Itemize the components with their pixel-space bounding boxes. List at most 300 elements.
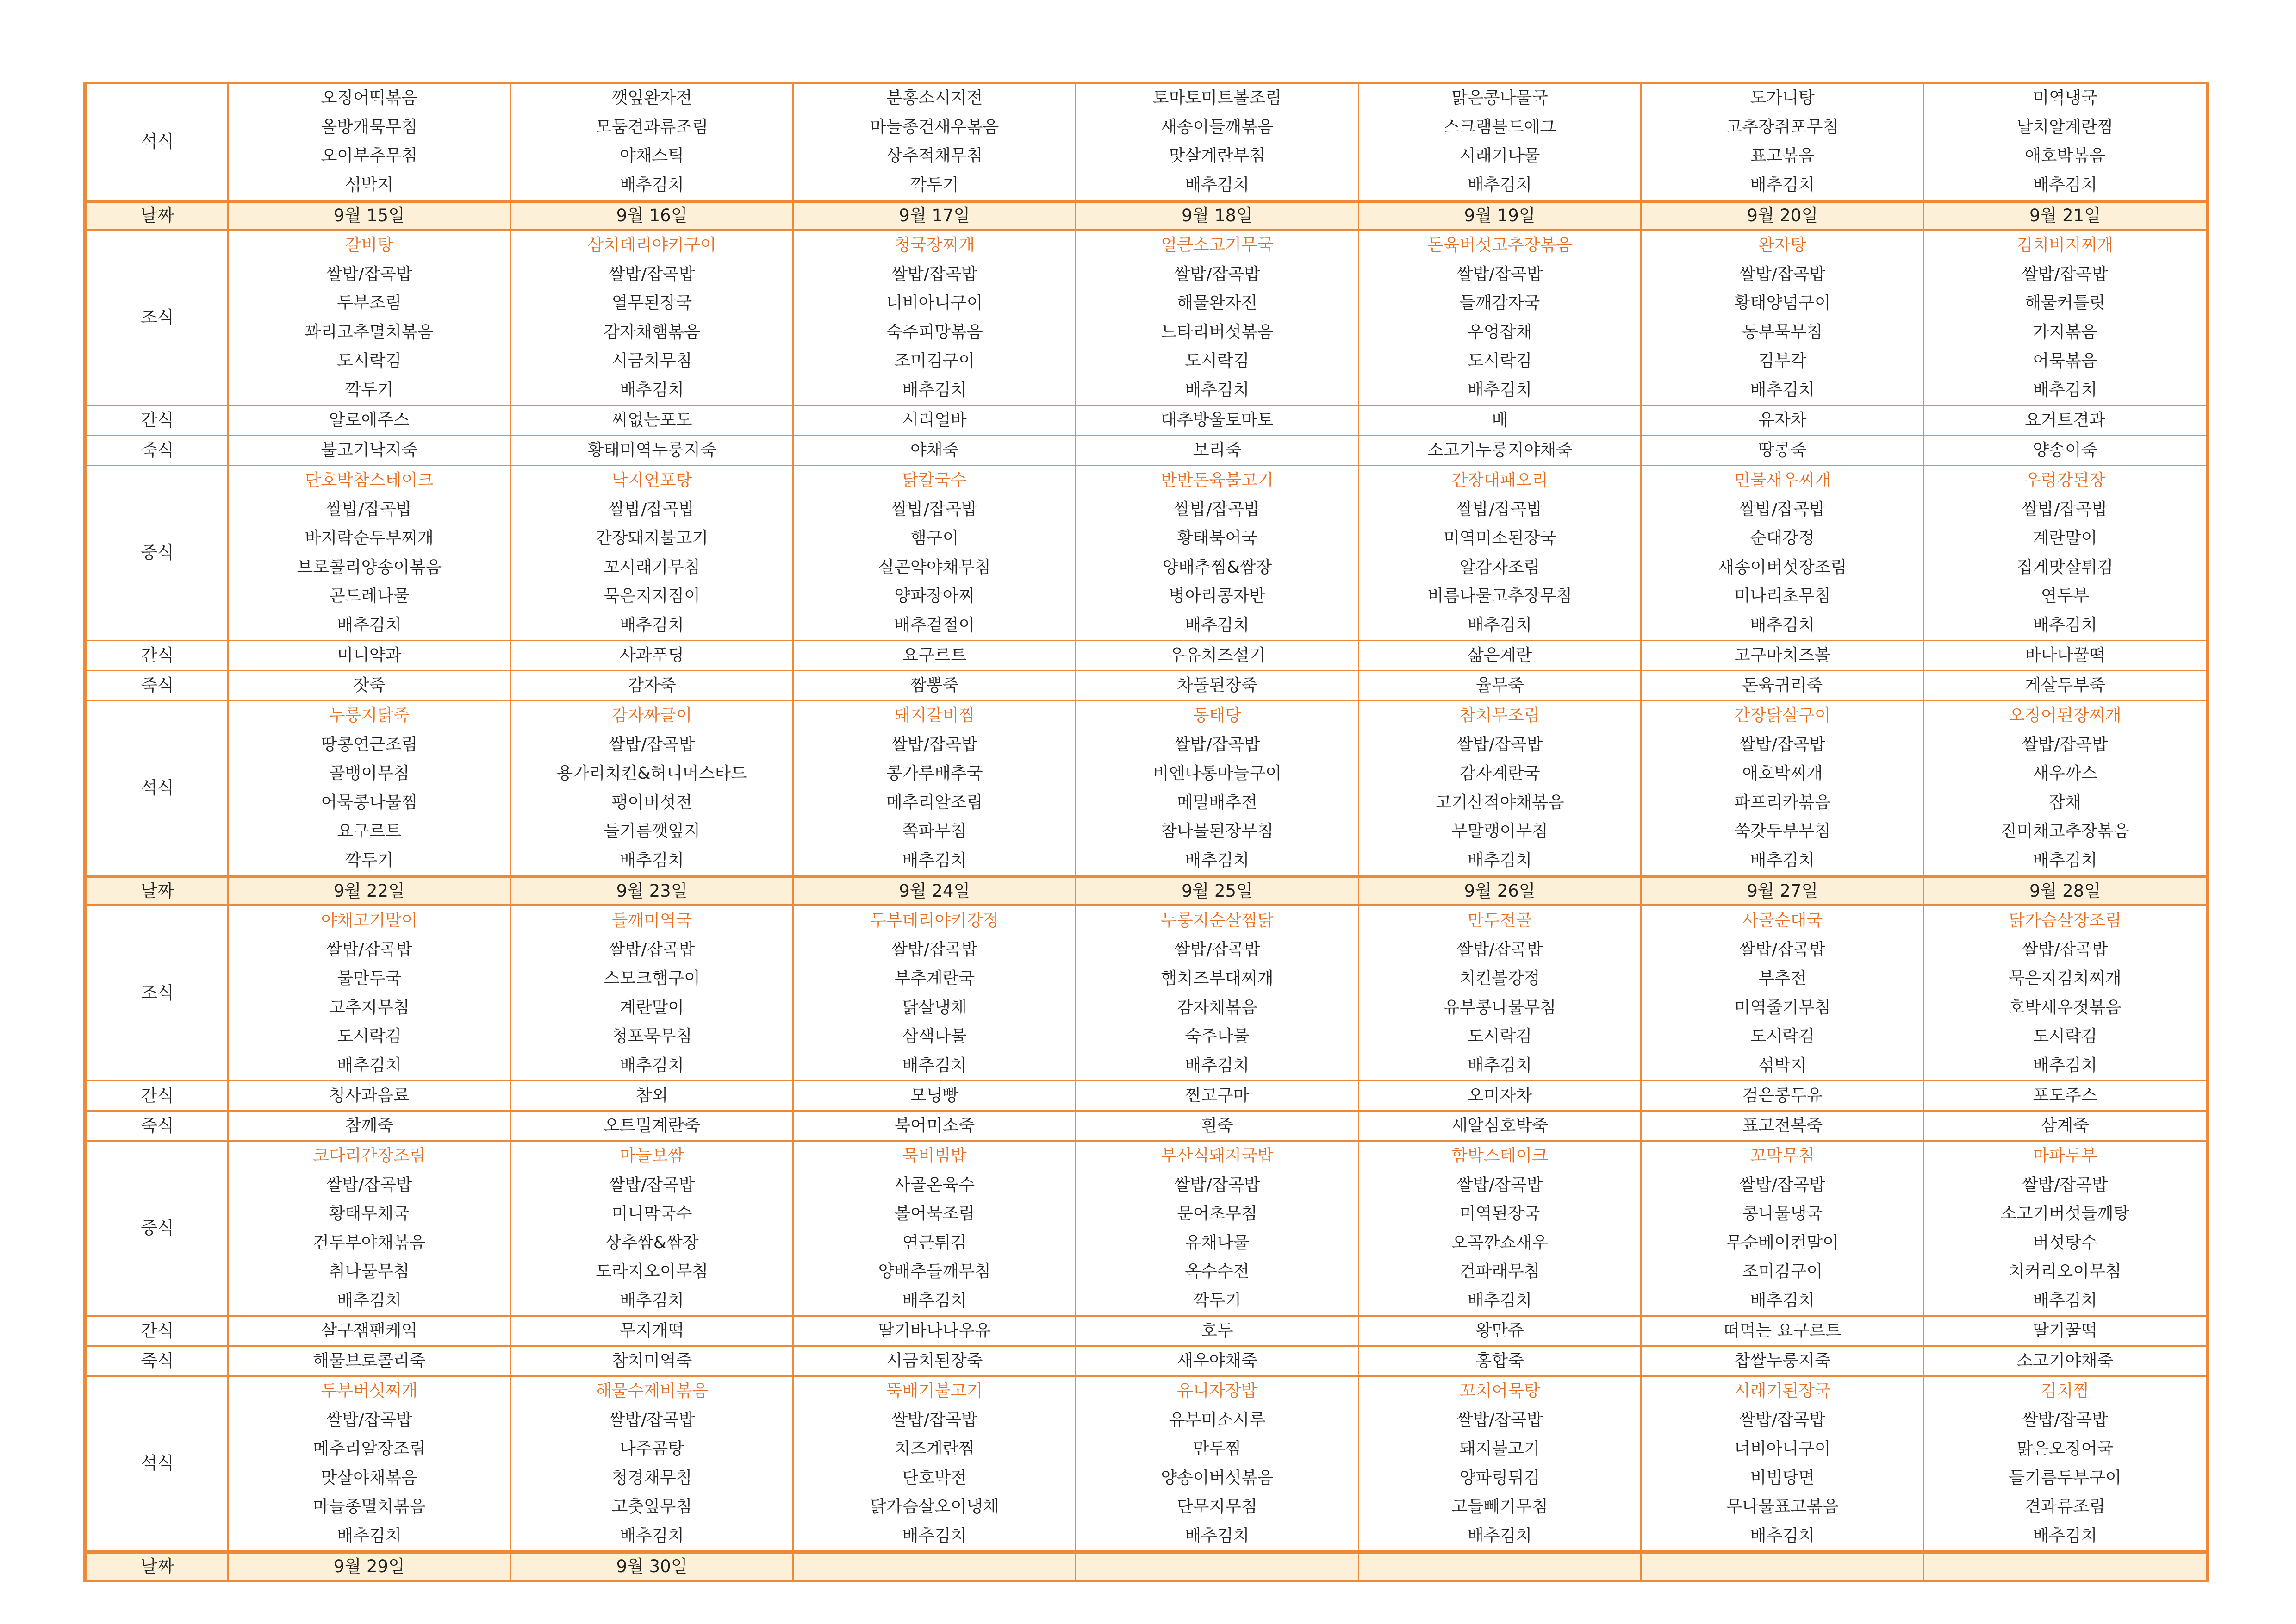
single-item-row <box>87 641 2207 671</box>
menu-cell: 찐고구마 <box>1076 1081 1359 1111</box>
menu-item: 해물완자전 <box>1176 294 1257 312</box>
main-dish: 야채고기말이 <box>321 911 418 930</box>
menu-cell <box>1076 701 1359 877</box>
menu-cell: 삼계죽 <box>1924 1111 2207 1141</box>
main-dish: 우렁강된장 <box>2025 471 2105 490</box>
main-dish: 누룽지순살찜닭 <box>1161 911 1274 930</box>
menu-cell: 새우야채죽 <box>1076 1346 1359 1376</box>
menu-item: 스모크햄구이 <box>604 969 700 988</box>
menu-item: 쌀밥/잡곡밥 <box>1739 264 1826 284</box>
main-dish: 분홍소시지전 <box>886 88 983 107</box>
meal-label: 죽식 <box>87 1346 228 1376</box>
menu-item: 숙주나물 <box>1185 1027 1250 1046</box>
menu-cell <box>228 1376 511 1552</box>
meal-label: 죽식 <box>87 436 228 466</box>
menu-item: 치즈계란찜 <box>894 1439 975 1458</box>
menu-cell <box>793 230 1076 406</box>
menu-item: 배추김치 <box>2033 1526 2097 1545</box>
meal-label: 간식 <box>87 1081 228 1111</box>
menu-item: 쌀밥/잡곡밥 <box>609 264 695 284</box>
menu-item: 배추김치 <box>902 1291 967 1310</box>
date-cell: 9월 16일 <box>510 201 793 230</box>
menu-item: 스크램블드에그 <box>1443 117 1556 137</box>
date-cell <box>793 1552 1076 1581</box>
menu-item: 가지볶음 <box>2033 322 2097 342</box>
menu-item: 견과류조림 <box>2025 1497 2105 1516</box>
menu-item: 고들빼기무침 <box>1451 1497 1548 1516</box>
menu-item: 무말랭이무침 <box>1451 822 1548 841</box>
menu-cell: 모닝빵 <box>793 1081 1076 1111</box>
menu-cell <box>1641 701 1924 877</box>
menu-item: 쌀밥/잡곡밥 <box>609 1410 695 1430</box>
menu-item: 배추김치 <box>337 615 402 635</box>
meal-label: 간식 <box>87 641 228 671</box>
main-dish: 갈비탕 <box>345 236 393 255</box>
main-dish: 삼치데리야키구이 <box>587 236 716 255</box>
menu-item: 황태양념구이 <box>1734 294 1831 312</box>
menu-cell: 소고기누룽지야채죽 <box>1358 436 1641 466</box>
menu-item: 쌀밥/잡곡밥 <box>2022 1410 2108 1430</box>
menu-cell: 유자차 <box>1641 406 1924 436</box>
menu-item: 배추김치 <box>619 615 684 635</box>
menu-item: 부추계란국 <box>894 969 975 988</box>
menu-cell <box>793 83 1076 201</box>
menu-cell: 홍합죽 <box>1358 1346 1641 1376</box>
menu-item: 비빔당면 <box>1750 1468 1815 1487</box>
menu-cell <box>1358 230 1641 406</box>
weekly-menu-sheet <box>86 82 2206 1582</box>
menu-item: 배추김치 <box>1185 380 1250 400</box>
menu-item: 배추김치 <box>1185 175 1250 194</box>
date-cell: 9월 23일 <box>510 877 793 906</box>
menu-item: 조미김구이 <box>894 351 975 370</box>
date-cell: 9월 25일 <box>1076 877 1359 906</box>
menu-cell: 오미자차 <box>1358 1081 1641 1111</box>
menu-cell: 요구르트 <box>793 641 1076 671</box>
meal-label: 석식 <box>87 701 228 877</box>
menu-item: 단무지무침 <box>1176 1497 1257 1516</box>
menu-item: 조미김구이 <box>1742 1262 1823 1281</box>
menu-item: 애호박찌개 <box>1742 764 1823 783</box>
date-cell: 9월 27일 <box>1641 877 1924 906</box>
menu-item: 비름나물고추장무침 <box>1427 587 1573 606</box>
menu-item: 배추김치 <box>2033 615 2097 635</box>
menu-item: 황태북어국 <box>1176 529 1257 548</box>
menu-item: 마늘종건새우볶음 <box>870 117 999 137</box>
menu-item: 오이부추무침 <box>321 146 418 165</box>
menu-item: 배추김치 <box>2033 175 2097 194</box>
menu-item: 배추김치 <box>1750 1526 1815 1545</box>
meal-row <box>87 83 2207 201</box>
menu-item: 애호박볶음 <box>2025 146 2105 165</box>
single-item-row <box>87 671 2207 701</box>
menu-cell <box>1358 83 1641 201</box>
menu-cell <box>1641 466 1924 641</box>
menu-item: 양배추찜&쌈장 <box>1162 557 1272 577</box>
menu-item: 미나리초무침 <box>1734 587 1831 606</box>
menu-cell <box>1076 466 1359 641</box>
menu-item: 실곤약야채무침 <box>878 557 991 577</box>
menu-item: 배추김치 <box>2033 1291 2097 1310</box>
menu-item: 쪽파무침 <box>902 822 967 841</box>
menu-item: 배추김치 <box>2033 850 2097 870</box>
menu-item: 닭가슴살오이냉채 <box>870 1497 999 1516</box>
menu-item: 너비아니구이 <box>1734 1439 1831 1458</box>
menu-item: 햄구이 <box>910 529 959 548</box>
menu-cell <box>1358 701 1641 877</box>
menu-item: 동부묵무침 <box>1742 322 1823 342</box>
menu-item: 배추김치 <box>1468 1291 1532 1310</box>
single-item-row <box>87 436 2207 466</box>
menu-cell <box>1641 230 1924 406</box>
menu-item: 쌀밥/잡곡밥 <box>2022 940 2108 959</box>
menu-item: 깍두기 <box>910 175 959 194</box>
menu-item: 도시락김 <box>1185 351 1250 370</box>
single-item-row <box>87 1346 2207 1376</box>
menu-item: 옥수수전 <box>1185 1262 1250 1281</box>
menu-cell: 감자죽 <box>510 671 793 701</box>
menu-item: 닭살냉채 <box>902 998 967 1017</box>
menu-item: 잡채 <box>2049 793 2081 812</box>
main-dish: 코다리간장조림 <box>313 1146 426 1165</box>
main-dish: 묵비빔밥 <box>902 1146 967 1165</box>
menu-item: 참나물된장무침 <box>1161 822 1274 841</box>
menu-item: 골뱅이무침 <box>329 764 410 783</box>
menu-item: 감자채햄볶음 <box>604 322 700 342</box>
menu-cell <box>1924 906 2207 1081</box>
menu-item: 시래기나물 <box>1459 146 1540 165</box>
meal-label: 간식 <box>87 406 228 436</box>
menu-item: 쌀밥/잡곡밥 <box>326 1410 412 1430</box>
menu-item: 배추김치 <box>2033 1056 2097 1075</box>
menu-cell <box>510 466 793 641</box>
main-dish: 부산식돼지국밥 <box>1161 1146 1274 1165</box>
menu-item: 깍두기 <box>345 850 393 870</box>
menu-item: 연근튀김 <box>902 1233 967 1252</box>
menu-item: 도시락김 <box>1468 1027 1532 1046</box>
menu-item: 배추김치 <box>1750 175 1815 194</box>
menu-item: 쌀밥/잡곡밥 <box>1174 500 1260 519</box>
meal-label: 날짜 <box>87 201 228 230</box>
single-item-row <box>87 1081 2207 1111</box>
meal-label: 중식 <box>87 1141 228 1316</box>
meal-label: 중식 <box>87 466 228 641</box>
menu-item: 쌀밥/잡곡밥 <box>1456 264 1543 284</box>
menu-item: 팽이버섯전 <box>611 793 692 812</box>
date-row <box>87 1552 2207 1581</box>
main-dish: 유니자장밥 <box>1176 1381 1257 1400</box>
date-row <box>87 201 2207 230</box>
menu-item: 무순베이컨말이 <box>1726 1233 1839 1252</box>
menu-cell <box>1641 906 1924 1081</box>
menu-item: 돼지불고기 <box>1459 1439 1540 1458</box>
menu-item: 유채나물 <box>1185 1233 1250 1252</box>
menu-cell: 호두 <box>1076 1316 1359 1346</box>
menu-item: 삼색나물 <box>902 1027 967 1046</box>
menu-item: 도시락김 <box>337 351 402 370</box>
menu-item: 곤드레나물 <box>329 587 410 606</box>
menu-item: 도라지오이무침 <box>595 1262 709 1281</box>
menu-item: 쌀밥/잡곡밥 <box>1739 500 1826 519</box>
menu-item: 쌀밥/잡곡밥 <box>891 500 978 519</box>
menu-cell <box>793 1376 1076 1552</box>
main-dish: 간장대패오리 <box>1451 471 1548 490</box>
meal-label: 날짜 <box>87 1552 228 1581</box>
main-dish: 시래기된장국 <box>1734 1381 1831 1400</box>
menu-item: 배추김치 <box>619 175 684 194</box>
menu-item: 파프리카볶음 <box>1734 793 1831 812</box>
menu-item: 배추김치 <box>2033 380 2097 400</box>
menu-item: 병아리콩자반 <box>1169 587 1266 606</box>
menu-item: 쌀밥/잡곡밥 <box>1739 1175 1826 1194</box>
meal-label: 조식 <box>87 230 228 406</box>
main-dish: 낙지연포탕 <box>611 471 692 490</box>
menu-cell <box>1076 230 1359 406</box>
menu-cell: 요거트견과 <box>1924 406 2207 436</box>
menu-item: 쌀밥/잡곡밥 <box>326 940 412 959</box>
main-dish: 김치비지찌개 <box>2016 236 2114 255</box>
menu-cell: 양송이죽 <box>1924 436 2207 466</box>
single-item-row <box>87 1316 2207 1346</box>
menu-item: 날치알계란찜 <box>2016 117 2114 137</box>
menu-cell <box>228 83 511 201</box>
main-dish: 마파두부 <box>2033 1146 2097 1165</box>
menu-item: 용가리치킨&허니머스타드 <box>557 764 747 783</box>
menu-cell <box>228 466 511 641</box>
main-dish: 돼지갈비찜 <box>894 706 975 725</box>
menu-item: 쌀밥/잡곡밥 <box>326 1175 412 1194</box>
main-dish: 동태탕 <box>1193 706 1242 725</box>
meal-row <box>87 466 2207 641</box>
menu-cell <box>1076 1141 1359 1316</box>
menu-cell: 미니약과 <box>228 641 511 671</box>
menu-item: 쌀밥/잡곡밥 <box>1456 940 1543 959</box>
menu-item: 양배추들깨무침 <box>878 1262 991 1281</box>
menu-cell: 짬뽕죽 <box>793 671 1076 701</box>
main-dish: 마늘보쌈 <box>619 1146 684 1165</box>
menu-cell <box>1076 83 1359 201</box>
menu-item: 배추김치 <box>1468 380 1532 400</box>
menu-item: 유부미소시루 <box>1169 1410 1266 1430</box>
menu-item: 배추김치 <box>619 1291 684 1310</box>
menu-item: 쌀밥/잡곡밥 <box>609 1175 695 1194</box>
menu-item: 볼어묵조림 <box>894 1204 975 1223</box>
menu-item: 새우까스 <box>2033 764 2097 783</box>
main-dish: 꼬치어묵탕 <box>1459 1381 1540 1400</box>
menu-item: 들기름깻잎지 <box>604 822 700 841</box>
menu-item: 배추김치 <box>619 380 684 400</box>
menu-cell <box>1358 906 1641 1081</box>
menu-cell: 사과푸딩 <box>510 641 793 671</box>
menu-item: 섞박지 <box>1758 1056 1807 1075</box>
menu-cell <box>228 906 511 1081</box>
main-dish: 도가니탕 <box>1750 88 1815 107</box>
menu-item: 간장돼지불고기 <box>595 529 709 548</box>
menu-cell: 보리죽 <box>1076 436 1359 466</box>
menu-cell: 차돌된장죽 <box>1076 671 1359 701</box>
menu-item: 쌀밥/잡곡밥 <box>609 500 695 519</box>
menu-item: 단호박전 <box>902 1468 967 1487</box>
menu-cell: 소고기야채죽 <box>1924 1346 2207 1376</box>
menu-item: 쌀밥/잡곡밥 <box>1456 1175 1543 1194</box>
menu-item: 도시락김 <box>2033 1027 2097 1046</box>
menu-cell: 딸기바나나우유 <box>793 1316 1076 1346</box>
menu-item: 맛살야채볶음 <box>321 1468 418 1487</box>
menu-item: 너비아니구이 <box>886 294 983 312</box>
menu-item: 배추김치 <box>1185 1526 1250 1545</box>
menu-item: 메추리알조림 <box>886 793 983 812</box>
date-cell <box>1641 1552 1924 1581</box>
menu-item: 콩가루배추국 <box>886 764 983 783</box>
menu-cell <box>1924 701 2207 877</box>
main-dish: 청국장찌개 <box>894 236 975 255</box>
date-cell: 9월 30일 <box>510 1552 793 1581</box>
date-row <box>87 877 2207 906</box>
menu-item: 청포묵무침 <box>611 1027 692 1046</box>
menu-item: 메밀배추전 <box>1176 793 1257 812</box>
menu-cell: 찹쌀누룽지죽 <box>1641 1346 1924 1376</box>
main-dish: 반반돈육불고기 <box>1161 471 1274 490</box>
menu-item: 깍두기 <box>345 380 393 400</box>
main-dish: 꼬막무침 <box>1750 1146 1815 1165</box>
menu-cell: 잣죽 <box>228 671 511 701</box>
date-cell <box>1924 1552 2207 1581</box>
menu-cell <box>1924 83 2207 201</box>
menu-item: 배추김치 <box>1750 615 1815 635</box>
menu-item: 어묵볶음 <box>2033 351 2097 370</box>
meal-label: 죽식 <box>87 671 228 701</box>
menu-item: 배추김치 <box>619 1056 684 1075</box>
menu-cell: 돈육귀리죽 <box>1641 671 1924 701</box>
main-dish: 김치찜 <box>2041 1381 2090 1400</box>
main-dish: 두부데리야키강정 <box>870 911 999 930</box>
main-dish: 뚝배기불고기 <box>886 1381 983 1400</box>
main-dish: 해물수제비볶음 <box>595 1381 709 1400</box>
menu-item: 배추김치 <box>619 1526 684 1545</box>
date-cell: 9월 21일 <box>1924 201 2207 230</box>
menu-item: 상추적채무침 <box>886 146 983 165</box>
main-dish: 간장닭살구이 <box>1734 706 1831 725</box>
main-dish: 완자탕 <box>1758 236 1807 255</box>
menu-item: 새송이버섯장조림 <box>1718 557 1847 577</box>
menu-cell: 알로에주스 <box>228 406 511 436</box>
menu-item: 쌀밥/잡곡밥 <box>1174 940 1260 959</box>
menu-item: 양송이버섯볶음 <box>1161 1468 1274 1487</box>
menu-cell: 참외 <box>510 1081 793 1111</box>
menu-item: 숙주피망볶음 <box>886 322 983 342</box>
single-item-row <box>87 406 2207 436</box>
menu-item: 유부콩나물무침 <box>1443 998 1556 1017</box>
menu-item: 황태무채국 <box>329 1204 410 1223</box>
menu-item: 청경채무침 <box>611 1468 692 1487</box>
menu-item: 쌀밥/잡곡밥 <box>1739 1410 1826 1430</box>
main-dish: 감자짜글이 <box>611 706 692 725</box>
menu-item: 미역미소된장국 <box>1443 529 1556 548</box>
menu-item: 바지락순두부찌개 <box>305 529 434 548</box>
menu-item: 배추김치 <box>902 380 967 400</box>
menu-item: 건두부야채볶음 <box>313 1233 426 1252</box>
menu-item: 쌀밥/잡곡밥 <box>609 940 695 959</box>
main-dish: 두부버섯찌개 <box>321 1381 418 1400</box>
menu-item: 배추겉절이 <box>894 615 975 635</box>
main-dish: 만두전골 <box>1468 911 1532 930</box>
menu-item: 미역된장국 <box>1459 1204 1540 1223</box>
menu-item: 어묵콩나물찜 <box>321 793 418 812</box>
menu-item: 들깨감자국 <box>1459 294 1540 312</box>
menu-item: 배추김치 <box>902 1526 967 1545</box>
meal-row <box>87 1376 2207 1552</box>
main-dish: 함박스테이크 <box>1451 1146 1548 1165</box>
menu-cell <box>1358 1376 1641 1552</box>
main-dish: 돈육버섯고추장볶음 <box>1427 236 1573 255</box>
menu-cell: 우유치즈설기 <box>1076 641 1359 671</box>
menu-item: 쌀밥/잡곡밥 <box>1174 735 1260 754</box>
menu-cell: 새알심호박죽 <box>1358 1111 1641 1141</box>
date-cell: 9월 24일 <box>793 877 1076 906</box>
meal-label: 석식 <box>87 83 228 201</box>
menu-item: 쌀밥/잡곡밥 <box>891 940 978 959</box>
menu-item: 알감자조림 <box>1459 557 1540 577</box>
menu-item: 쌀밥/잡곡밥 <box>1456 735 1543 754</box>
menu-item: 깍두기 <box>1193 1291 1242 1310</box>
menu-cell: 황태미역누룽지죽 <box>510 436 793 466</box>
menu-item: 배추김치 <box>337 1291 402 1310</box>
menu-cell <box>1358 466 1641 641</box>
menu-item: 마늘종멸치볶음 <box>313 1497 426 1516</box>
menu-cell <box>510 701 793 877</box>
meal-label: 간식 <box>87 1316 228 1346</box>
menu-item: 고춧잎무침 <box>611 1497 692 1516</box>
menu-item: 두부조림 <box>337 294 402 312</box>
menu-item: 쌀밥/잡곡밥 <box>609 735 695 754</box>
menu-cell: 포도주스 <box>1924 1081 2207 1111</box>
menu-cell: 고구마치즈볼 <box>1641 641 1924 671</box>
meal-row <box>87 230 2207 406</box>
menu-cell <box>793 906 1076 1081</box>
menu-cell <box>1358 1141 1641 1316</box>
main-dish: 오징어떡볶음 <box>321 88 418 107</box>
menu-cell <box>510 1141 793 1316</box>
menu-cell <box>1924 466 2207 641</box>
menu-item: 쌀밥/잡곡밥 <box>1739 940 1826 959</box>
menu-item: 계란말이 <box>2033 529 2097 548</box>
menu-cell <box>1924 230 2207 406</box>
menu-cell <box>1641 1376 1924 1552</box>
menu-item: 맛살계란부침 <box>1169 146 1266 165</box>
menu-cell <box>228 701 511 877</box>
menu-item: 묵은지지짐이 <box>604 587 700 606</box>
menu-item: 배추김치 <box>619 850 684 870</box>
menu-item: 배추김치 <box>1468 850 1532 870</box>
main-dish: 토마토미트볼조림 <box>1152 88 1282 107</box>
menu-cell: 참치미역죽 <box>510 1346 793 1376</box>
menu-item: 햄치즈부대찌개 <box>1161 969 1274 988</box>
menu-cell: 참깨죽 <box>228 1111 511 1141</box>
menu-cell: 바나나꿀떡 <box>1924 641 2207 671</box>
menu-cell: 시금치된장죽 <box>793 1346 1076 1376</box>
main-dish: 닭칼국수 <box>902 471 967 490</box>
menu-item: 쌀밥/잡곡밥 <box>1174 264 1260 284</box>
menu-item: 배추김치 <box>902 850 967 870</box>
menu-item: 소고기버섯들깨탕 <box>2000 1204 2130 1223</box>
menu-cell: 검은콩두유 <box>1641 1081 1924 1111</box>
menu-item: 묵은지김치찌개 <box>2009 969 2122 988</box>
menu-item: 배추김치 <box>1468 175 1532 194</box>
menu-item: 꽈리고추멸치볶음 <box>305 322 434 342</box>
menu-cell: 살구잼팬케익 <box>228 1316 511 1346</box>
menu-item: 도시락김 <box>1750 1027 1815 1046</box>
date-cell: 9월 28일 <box>1924 877 2207 906</box>
